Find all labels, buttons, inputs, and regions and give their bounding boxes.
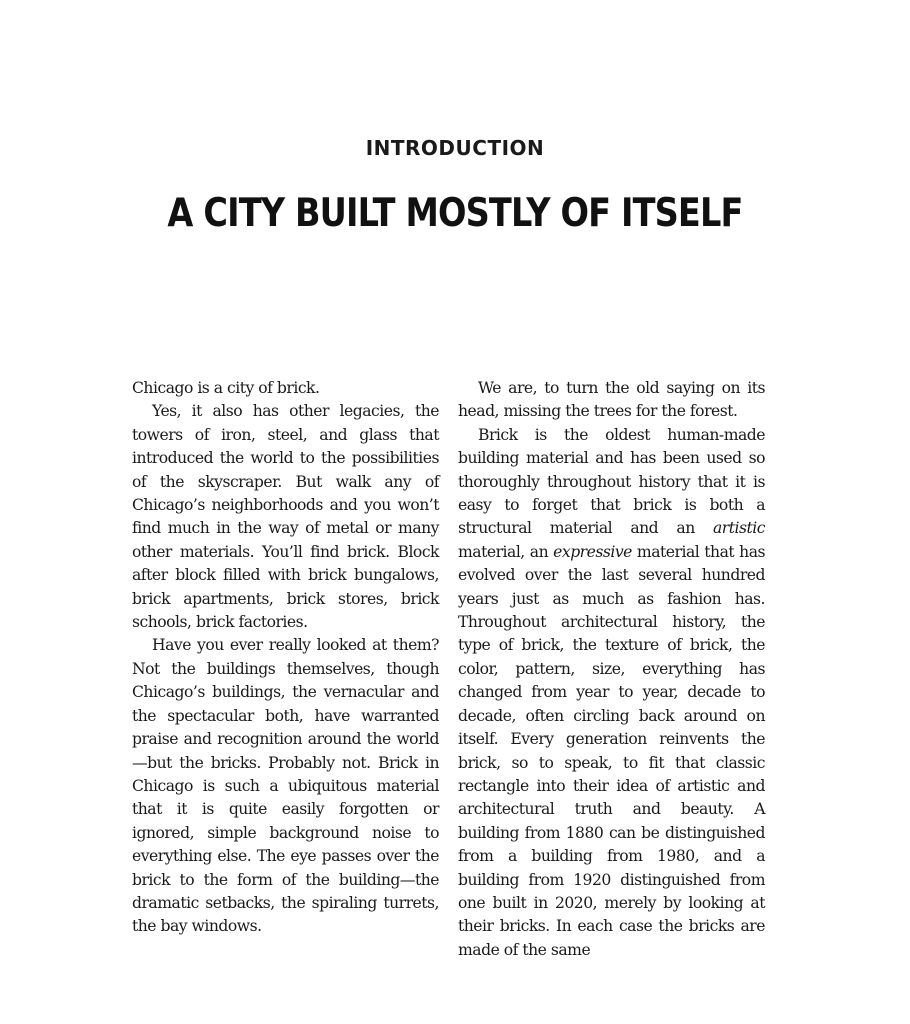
right-text-column	[458, 377, 765, 962]
paragraph-3: Have you ever really looked at them? Not the buildings themselves, though Chicago’s buildings, the vernacular and the spectacular both, have warranted praise and recognition around the world—but the bricks. Probably not. Brick in Chicago is such a ubiquitous material that it is quite easily forgotten or ignored, simple background noise to everything else. The eye passes over the brick to the form of the building—the dramatic setbacks, the spiraling turrets, the bay windows.	[132, 636, 439, 936]
chapter-kicker: INTRODUCTION	[365, 136, 545, 160]
paragraph-4: We are, to turn the old saying on its head, missing the trees for the forest.	[458, 379, 765, 421]
paragraph-2: Yes, it also has other legacies, the towers of iron, steel, and glass that introduced the world to the possibilities of the skyscraper. But walk any of Chicago’s neighborhoods and you won’t find much in the way of metal or many other materials. You’ll find brick. Block after block filled with brick bungalows, brick apartments, brick stores, brick schools, brick factories.	[132, 402, 439, 632]
paragraph-5-part-b: material, an	[458, 542, 554, 561]
paragraph-5-part-a: Brick is the oldest human-made building material and has been used so thoroughly throughout history that it is easy to forget that brick is both a structural material and an	[458, 425, 765, 538]
paragraph-1: Chicago is a city of brick.	[132, 379, 320, 397]
paragraph-5	[458, 424, 765, 962]
left-text-column	[132, 377, 439, 939]
paragraph-5-part-c: material that has evolved over the last several hundred years just as much as fashion has. Throughout architectural history, the type of brick, the texture of brick, the color, pattern, size, everything has changed from year to year, decade to decade, often circling back around on itself. Every generation reinvents the brick, so to speak, to fit that classic rectangle into their idea of artistic and architectural truth and beauty. A building from 1880 can be distinguished from a building from 1980, and a building from 1920 distinguished from one built in 2020, merely by looking at their bricks. In each case the bricks are made of the same	[458, 542, 766, 959]
chapter-title: A CITY BUILT MOSTLY OF ITSELF	[167, 191, 743, 236]
emphasis-expressive: expressive	[553, 542, 632, 561]
emphasis-artistic: artistic	[713, 519, 765, 538]
